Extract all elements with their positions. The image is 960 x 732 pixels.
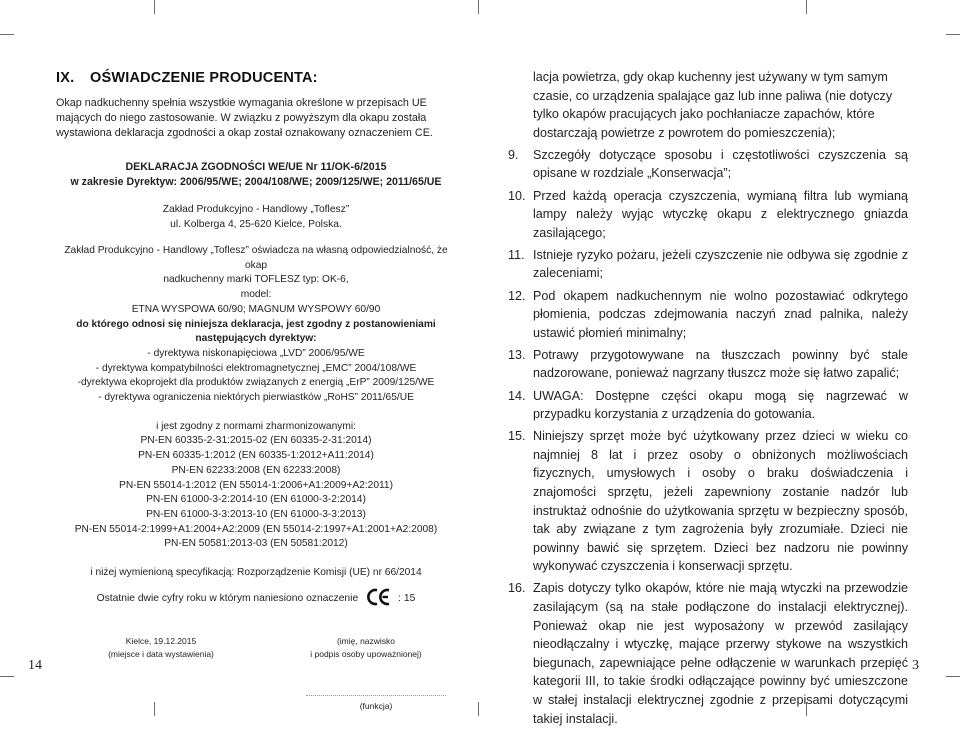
item-text: UWAGA: Dostępne części okapu mogą się nagrzewać w przypadku korzystania z urządzenia do gotowania. [533,388,908,422]
item-text: Przed każdą operacja czyszczenia, wymianą filtra lub wymianą lampy należy wyjąc wtyczkę okapu z elektrycznego gniazda zasilającego; [533,188,908,240]
crop-mark [946,676,960,677]
list-item [508,346,908,383]
left-page [56,70,456,725]
standard-line: PN-EN 60335-2-31:2015-02 (EN 60335-2-31:2014) [140,435,372,447]
lead-paragraph: lacja powietrza, gdy okap kuchenny jest używany w tym samym czasie, co urządzenia spalające gaz lub inne paliwa (nie dotyczy tylko okapów pracujących jako pochłaniacze zapachów, które dostarczają powietrze z powrotem do pomieszczenia); [533,70,893,140]
function-line [306,695,446,696]
item-number: 11. [508,247,525,262]
function-block [306,695,446,711]
company-address: ul. Kolberga 4, 25-620 Kielce, Polska. [170,219,342,230]
crop-mark [0,34,14,35]
place-date-label: (miejsce i data wystawienia) [108,648,214,659]
list-item [508,427,908,576]
directive-line: - dyrektywa ograniczenia niektórych pierwiastków „RoHS” 2011/65/UE [98,392,414,404]
standard-line: PN-EN 61000-3-3:2013-10 (EN 61000-3-3:2013) [146,508,366,520]
item-number: 14. [508,388,526,403]
item-number: 13. [508,347,526,362]
item-number: 10. [508,188,526,203]
signature-label: (imię, nazwisko [336,635,396,646]
ce-row [56,588,456,609]
list-item [508,246,908,283]
statement-line: nadkuchenny marki TOFLESZ typ: OK-6, [163,274,349,286]
statement-line: model: [240,289,272,301]
page-number-right: 3 [912,658,919,673]
section-number: IX. [56,70,75,86]
company-block [56,202,456,232]
declaration-body [56,244,456,581]
bold-line: następujących dyrektyw: [195,333,317,345]
crop-mark [0,676,14,677]
item-number: 15. [508,429,526,444]
list-item [508,146,908,183]
intro-paragraph: Okap nadkuchenny spełnia wszystkie wymagania określone w przepisach UE mających do niego zastosowanie. W związku z powyższym dla okapu została wystawiona deklaracja zgodności a okap został oznakowany oznaczeniem CE. [56,97,433,139]
statement-line: ETNA WYSPOWA 60/90; MAGNUM WYSPOWY 60/90 [131,303,381,315]
directive-line: - dyrektywa niskonapięciowa „LVD” 2006/95/WE [147,347,365,359]
function-label: (funkcja) [359,700,393,711]
right-page [508,68,908,732]
section-title [56,70,456,86]
ce-mark-icon [366,588,392,609]
bold-line: do którego odnosi się niniejsza deklaracja, jest zgodny z postanowieniami [76,318,436,330]
item-text: Pod okapem nadkuchennym nie wolno pozostawiać odkrytego płomienia, podczas zdejmowania naczyń znad palnika, należy ustawić płomień minimalny; [533,288,908,340]
standards-intro: i jest zgodny z normami zharmonizowanymi: [156,420,356,432]
directive-line: -dyrektywa ekoprojekt dla produktów związanych z energią „ErP” 2009/125/WE [77,377,435,389]
signature-label: i podpis osoby upoważnionej) [310,648,422,659]
list-item [508,187,908,243]
statement-line: Zakład Produkcyjno - Handlowy „Toflesz” oświadcza na własną odpowiedzialność, że okap [64,245,448,271]
crop-mark [478,0,479,14]
item-text: Istnieje ryzyko pożaru, jeżeli czyszczenie nie odbywa się zgodnie z zaleceniami; [533,247,908,281]
item-text: Potrawy przygotowywane na tłuszczach powinny być stale nadzorowane, ponieważ nagrzany tłuszcz może się łatwo zapalić; [533,347,908,381]
declaration-line-1: DEKLARACJA ZGODNOŚCI WE/UE Nr 11/OK-6/2015 [125,161,387,173]
declaration-line-2: w zakresie Dyrektyw: 2006/95/WE; 2004/108/WE; 2009/125/WE; 2011/65/UE [70,176,442,188]
list-item [508,287,908,343]
crop-mark [946,34,960,35]
ce-year-suffix: : 15 [398,592,416,604]
crop-mark [478,702,479,716]
place-date-value: Kielce, 19.12.2015 [125,635,197,646]
item-text: Niniejszy sprzęt może być użytkowany przez dzieci w wieku co najmniej 8 lat i przez osoby o obniżonych możliwościach fizycznych, umysłowych i osoby o braku doświadczenia i znajomości sprzętu, jeżeli zapewniony zostanie nadzór lub instruktaż odnośnie do użytkowania sprzętu w bezpieczny sposób, tak aby związane z tym zagrożenia były zrozumiałe. Dzieci nie powinny bawić się sprzętem. Dzieci bez nadzoru nie powinny wykonywać czyszczenia i konserwacji sprzętu. [533,429,908,574]
place-date-block [66,635,256,661]
declaration-heading [56,160,456,190]
item-text: Szczegóły dotyczące sposobu i częstotliwości czyszczenia są opisane w rozdziale „Konserwacja”; [533,147,908,181]
item-number: 9. [508,147,519,162]
crop-mark [154,0,155,14]
page-number-left: 14 [28,658,42,673]
list-item [508,579,908,728]
signature-area [56,635,456,695]
ce-text: Ostatnie dwie cyfry roku w którym naniesiono oznaczenie [96,592,359,604]
standard-line: PN-EN 55014-2:1999+A1:2004+A2:2009 (EN 55014-2:1997+A1:2001+A2:2008) [74,523,438,535]
standard-line: PN-EN 60335-1:2012 (EN 60335-1:2012+A11:2014) [138,450,374,462]
item-number: 12. [508,288,526,303]
item-text: Zapis dotyczy tylko okapów, które nie mają wtyczki na przewodzie zasilającym (są na stałe podłączone do instalacji elektrycznej). Ponieważ okap nie jest wyposażony w przewód zasilający nieodłączalny i wtyczkę, mające przerwy stykowe na wszystkich biegunach, zapewniające pełne odłączenie w warunkach przepięć kategorii III, to takie środki odłączające powinny być umieszczone w stałej instalacji elektrycznej zgodnie z przepisami dotyczącymi takiej instalacji. [533,581,908,726]
directive-line: - dyrektywa kompatybilności elektromagnetycznej „EMC” 2004/108/WE [95,362,417,374]
item-number: 16. [508,581,526,596]
signature-block [286,635,446,661]
section-title-text: OŚWIADCZENIE PRODUCENTA: [90,70,318,86]
crop-mark [806,0,807,14]
standard-line: PN-EN 55014-1:2012 (EN 55014-1:2006+A1:2009+A2:2011) [119,479,393,491]
standard-line: PN-EN 62233:2008 (EN 62233:2008) [171,464,341,476]
standard-line: PN-EN 50581:2013-03 (EN 50581:2012) [164,538,348,550]
company-name: Zakład Produkcyjno - Handlowy „Toflesz” [162,204,350,215]
standard-line: PN-EN 61000-3-2:2014-10 (EN 61000-3-2:2014) [146,494,366,506]
list-item [508,387,908,424]
specification-line: i niżej wymienioną specyfikacją: Rozporządzenie Komisji (UE) nr 66/2014 [90,567,422,579]
